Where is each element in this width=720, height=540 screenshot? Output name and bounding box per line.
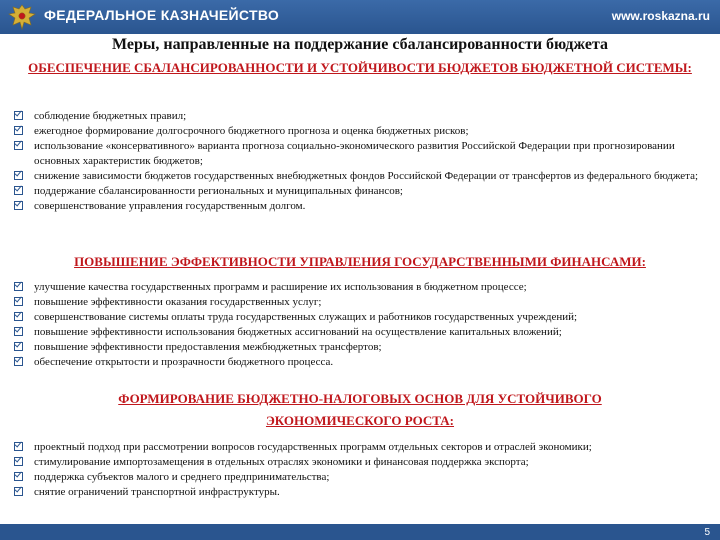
checkbox-bullet-icon [14, 297, 23, 306]
page-title: Меры, направленные на поддержание сбалансированности бюджета [111, 36, 608, 53]
list-item: стимулирование импортозамещения в отдельных отраслях экономики и финансовая поддержка экспорта; [14, 455, 706, 470]
checkbox-bullet-icon [14, 312, 23, 321]
section-heading-growth: ФОРМИРОВАНИЕ БЮДЖЕТНО-НАЛОГОВЫХ ОСНОВ ДЛЯ УСТОЙЧИВОГО ЭКОНОМИЧЕСКОГО РОСТА: [118, 391, 602, 428]
checkbox-bullet-icon [14, 342, 23, 351]
list-item: использование «консервативного» варианта прогноза социально-экономического развития Российской Федерации при прогнозировании основных характеристик бюджетов; [14, 139, 706, 169]
list-item: повышение эффективности использования бюджетных ассигнований на осуществление капитальных вложений; [14, 325, 706, 340]
list-item: совершенствование системы оплаты труда государственных служащих и работников государственных учреждений; [14, 310, 706, 325]
checkbox-bullet-icon [14, 457, 23, 466]
checkbox-bullet-icon [14, 357, 23, 366]
list-item: проектный подход при рассмотрении вопросов государственных программ отдельных секторов и отраслей экономики; [14, 440, 706, 455]
checkbox-bullet-icon [14, 171, 23, 180]
section-heading-efficiency: ПОВЫШЕНИЕ ЭФФЕКТИВНОСТИ УПРАВЛЕНИЯ ГОСУДАРСТВЕННЫМИ ФИНАНСАМИ: [74, 254, 646, 269]
list-item: ежегодное формирование долгосрочного бюджетного прогноза и оценка бюджетных рисков; [14, 124, 706, 139]
org-name: ФЕДЕРАЛЬНОЕ КАЗНАЧЕЙСТВО [44, 7, 280, 23]
checkbox-bullet-icon [14, 111, 23, 120]
checkbox-bullet-icon [14, 186, 23, 195]
checkbox-bullet-icon [14, 282, 23, 291]
checkbox-bullet-icon [14, 201, 23, 210]
list-item: обеспечение открытости и прозрачности бюджетного процесса. [14, 355, 706, 370]
list-item: поддержка субъектов малого и среднего предпринимательства; [14, 470, 706, 485]
double-headed-eagle-emblem-icon [6, 2, 38, 32]
checkbox-bullet-icon [14, 126, 23, 135]
checkbox-bullet-icon [14, 141, 23, 150]
page-number: 5 [704, 527, 710, 538]
list-item: снижение зависимости бюджетов государственных внебюджетных фондов Российской Федерации от трансфертов из федерального бюджета; [14, 169, 706, 184]
checkbox-bullet-icon [14, 487, 23, 496]
checkbox-bullet-icon [14, 442, 23, 451]
checkbox-bullet-icon [14, 327, 23, 336]
section-heading-balance: ОБЕСПЕЧЕНИЕ СБАЛАНСИРОВАННОСТИ И УСТОЙЧИВОСТИ БЮДЖЕТОВ БЮДЖЕТНОЙ СИСТЕМЫ: [28, 60, 692, 75]
section-list-efficiency [14, 280, 706, 370]
website-link[interactable]: www.roskazna.ru [611, 9, 710, 23]
list-item: соблюдение бюджетных правил; [14, 109, 706, 124]
section-list-growth [14, 440, 706, 500]
list-item: повышение эффективности оказания государственных услуг; [14, 295, 706, 310]
top-banner [0, 0, 720, 34]
checkbox-bullet-icon [14, 472, 23, 481]
list-item: совершенствование управления государственным долгом. [14, 199, 706, 214]
section-list-balance [14, 109, 706, 214]
list-item: снятие ограничений транспортной инфраструктуры. [14, 485, 706, 500]
list-item: поддержание сбалансированности региональных и муниципальных финансов; [14, 184, 706, 199]
bottom-bar [0, 524, 720, 540]
list-item: улучшение качества государственных программ и расширение их использования в бюджетном процессе; [14, 280, 706, 295]
list-item: повышение эффективности предоставления межбюджетных трансфертов; [14, 340, 706, 355]
